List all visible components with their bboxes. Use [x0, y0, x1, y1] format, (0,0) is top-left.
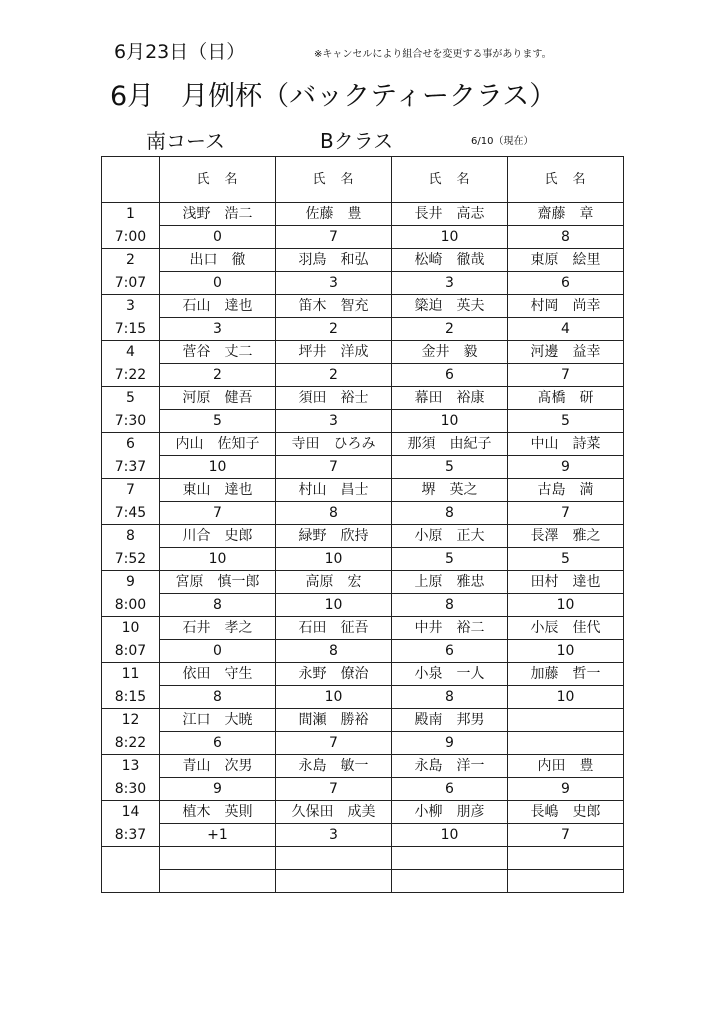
player-name: [508, 709, 624, 732]
tee-time: 7:00: [102, 226, 160, 249]
empty-cell: [102, 847, 160, 870]
group-handicap-row: [102, 732, 624, 755]
group-name-row: [102, 709, 624, 732]
player-name: 齋藤 章: [508, 203, 624, 226]
group-handicap-row: [102, 502, 624, 525]
group-number: 2: [102, 249, 160, 272]
player-name: 永島 洋一: [392, 755, 508, 778]
player-handicap: 0: [160, 640, 276, 663]
player-handicap: 10: [160, 548, 276, 571]
tee-time: 7:15: [102, 318, 160, 341]
player-handicap: 9: [508, 778, 624, 801]
player-name: 上原 雅忠: [392, 571, 508, 594]
player-name: 笛木 智充: [276, 295, 392, 318]
player-handicap: 6: [160, 732, 276, 755]
player-handicap: [508, 732, 624, 755]
player-handicap: 3: [276, 410, 392, 433]
player-handicap: 10: [508, 640, 624, 663]
group-name-row: [102, 295, 624, 318]
player-name: 永島 敏一: [276, 755, 392, 778]
player-handicap: 6: [508, 272, 624, 295]
empty-cell: [276, 870, 392, 893]
tee-time: 7:30: [102, 410, 160, 433]
player-handicap: 10: [508, 594, 624, 617]
group-number: 5: [102, 387, 160, 410]
column-header: 氏 名: [276, 157, 392, 203]
player-handicap: 7: [276, 456, 392, 479]
player-handicap: 10: [392, 226, 508, 249]
group-name-row: [102, 663, 624, 686]
empty-row: [102, 847, 624, 870]
cancellation-note: ※キャンセルにより組合せを変更する事があります。: [314, 49, 552, 60]
group-name-row: [102, 801, 624, 824]
tee-time: 8:30: [102, 778, 160, 801]
tee-time: 8:37: [102, 824, 160, 847]
group-number: 13: [102, 755, 160, 778]
group-name-row: [102, 525, 624, 548]
player-name: 羽鳥 和弘: [276, 249, 392, 272]
group-number: 12: [102, 709, 160, 732]
player-name: 堺 英之: [392, 479, 508, 502]
player-handicap: 10: [392, 410, 508, 433]
player-handicap: 2: [276, 364, 392, 387]
empty-cell: [392, 847, 508, 870]
player-handicap: 8: [392, 502, 508, 525]
tee-time: 7:52: [102, 548, 160, 571]
group-name-row: [102, 433, 624, 456]
player-name: 田村 達也: [508, 571, 624, 594]
player-name: 高原 宏: [276, 571, 392, 594]
player-handicap: 8: [392, 594, 508, 617]
tee-time: 7:45: [102, 502, 160, 525]
tee-time: 8:00: [102, 594, 160, 617]
as-of-date: 6/10（現在）: [471, 136, 534, 147]
player-handicap: 5: [508, 548, 624, 571]
player-handicap: 10: [276, 686, 392, 709]
player-name: 東原 絵里: [508, 249, 624, 272]
player-name: 小柳 朋彦: [392, 801, 508, 824]
player-name: 小辰 佳代: [508, 617, 624, 640]
player-handicap: 7: [508, 502, 624, 525]
player-name: 幕田 裕康: [392, 387, 508, 410]
player-handicap: 8: [160, 594, 276, 617]
player-name: 川合 史郎: [160, 525, 276, 548]
player-handicap: 8: [276, 502, 392, 525]
group-number: 7: [102, 479, 160, 502]
player-handicap: 0: [160, 226, 276, 249]
player-name: 長澤 雅之: [508, 525, 624, 548]
player-handicap: 7: [508, 824, 624, 847]
player-handicap: 6: [392, 364, 508, 387]
group-number: 6: [102, 433, 160, 456]
player-name: 長井 高志: [392, 203, 508, 226]
player-name: 河原 健吾: [160, 387, 276, 410]
table-header-row: [102, 157, 624, 203]
page-title: 6月 月例杯（バックティークラス）: [110, 81, 557, 112]
player-handicap: 2: [276, 318, 392, 341]
player-name: 坪井 洋成: [276, 341, 392, 364]
player-handicap: 10: [160, 456, 276, 479]
course-name: 南コース: [146, 129, 225, 153]
player-name: 永野 僚治: [276, 663, 392, 686]
player-name: 内山 佐知子: [160, 433, 276, 456]
player-name: 依田 守生: [160, 663, 276, 686]
player-handicap: 6: [392, 640, 508, 663]
player-name: 植木 英則: [160, 801, 276, 824]
player-name: 寺田 ひろみ: [276, 433, 392, 456]
player-name: 出口 徹: [160, 249, 276, 272]
player-name: 久保田 成美: [276, 801, 392, 824]
group-name-row: [102, 387, 624, 410]
tee-time: 7:07: [102, 272, 160, 295]
column-header: 氏 名: [392, 157, 508, 203]
group-name-row: [102, 341, 624, 364]
player-handicap: 7: [508, 364, 624, 387]
empty-cell: [508, 870, 624, 893]
group-number: 9: [102, 571, 160, 594]
group-number: 11: [102, 663, 160, 686]
column-header: 氏 名: [508, 157, 624, 203]
tee-schedule-table: [101, 156, 624, 893]
player-name: 簗迫 英夫: [392, 295, 508, 318]
tee-time: 7:37: [102, 456, 160, 479]
player-handicap: 5: [508, 410, 624, 433]
group-handicap-row: [102, 364, 624, 387]
player-handicap: 2: [160, 364, 276, 387]
group-name-row: [102, 755, 624, 778]
tee-time: 7:22: [102, 364, 160, 387]
player-name: 浅野 浩二: [160, 203, 276, 226]
empty-cell: [276, 847, 392, 870]
group-handicap-row: [102, 594, 624, 617]
player-name: 宮原 慎一郎: [160, 571, 276, 594]
player-handicap: 0: [160, 272, 276, 295]
player-name: 緑野 欣持: [276, 525, 392, 548]
group-handicap-row: [102, 686, 624, 709]
player-name: 加藤 哲一: [508, 663, 624, 686]
player-name: 石田 征吾: [276, 617, 392, 640]
group-handicap-row: [102, 410, 624, 433]
empty-cell: [392, 870, 508, 893]
player-handicap: 8: [508, 226, 624, 249]
player-name: 菅谷 丈二: [160, 341, 276, 364]
player-name: 東山 達也: [160, 479, 276, 502]
player-name: 松崎 徹哉: [392, 249, 508, 272]
group-number: 10: [102, 617, 160, 640]
group-handicap-row: [102, 548, 624, 571]
player-name: 長嶋 史郎: [508, 801, 624, 824]
player-handicap: 7: [276, 778, 392, 801]
player-handicap: 10: [508, 686, 624, 709]
player-name: 小原 正大: [392, 525, 508, 548]
player-handicap: 3: [160, 318, 276, 341]
player-name: 古島 満: [508, 479, 624, 502]
player-name: 中山 詩菜: [508, 433, 624, 456]
player-name: 村山 昌士: [276, 479, 392, 502]
group-number: 14: [102, 801, 160, 824]
player-name: 須田 裕士: [276, 387, 392, 410]
table-body: [102, 157, 624, 893]
group-handicap-row: [102, 226, 624, 249]
player-name: 石井 孝之: [160, 617, 276, 640]
player-handicap: 8: [160, 686, 276, 709]
group-number: 4: [102, 341, 160, 364]
player-handicap: 10: [276, 594, 392, 617]
player-handicap: +1: [160, 824, 276, 847]
player-handicap: 3: [276, 824, 392, 847]
player-name: 間瀬 勝裕: [276, 709, 392, 732]
group-name-row: [102, 479, 624, 502]
empty-cell: [160, 847, 276, 870]
player-handicap: 8: [392, 686, 508, 709]
group-handicap-row: [102, 640, 624, 663]
player-handicap: 3: [392, 272, 508, 295]
player-handicap: 10: [392, 824, 508, 847]
player-handicap: 9: [160, 778, 276, 801]
group-handicap-row: [102, 272, 624, 295]
group-name-row: [102, 571, 624, 594]
group-handicap-row: [102, 824, 624, 847]
player-name: 石山 達也: [160, 295, 276, 318]
empty-cell: [508, 847, 624, 870]
player-handicap: 6: [392, 778, 508, 801]
player-handicap: 8: [276, 640, 392, 663]
player-name: 那須 由紀子: [392, 433, 508, 456]
event-date: 6月23日（日）: [114, 41, 246, 63]
player-handicap: 7: [276, 732, 392, 755]
player-name: 青山 次男: [160, 755, 276, 778]
header-blank-cell: [102, 157, 160, 203]
player-handicap: 2: [392, 318, 508, 341]
player-name: 中井 裕二: [392, 617, 508, 640]
player-name: 髙橋 研: [508, 387, 624, 410]
player-handicap: 9: [508, 456, 624, 479]
group-name-row: [102, 249, 624, 272]
player-handicap: 3: [276, 272, 392, 295]
player-name: 江口 大暁: [160, 709, 276, 732]
column-header: 氏 名: [160, 157, 276, 203]
player-handicap: 7: [160, 502, 276, 525]
player-handicap: 7: [276, 226, 392, 249]
empty-cell: [160, 870, 276, 893]
player-name: 小泉 一人: [392, 663, 508, 686]
empty-cell: [102, 870, 160, 893]
tee-time: 8:15: [102, 686, 160, 709]
group-name-row: [102, 617, 624, 640]
player-handicap: 5: [392, 548, 508, 571]
group-number: 1: [102, 203, 160, 226]
player-name: 殿南 邦男: [392, 709, 508, 732]
player-name: 河邊 益幸: [508, 341, 624, 364]
group-number: 8: [102, 525, 160, 548]
class-name: Bクラス: [320, 129, 394, 153]
player-handicap: 4: [508, 318, 624, 341]
group-number: 3: [102, 295, 160, 318]
player-handicap: 9: [392, 732, 508, 755]
group-handicap-row: [102, 318, 624, 341]
player-name: 金井 毅: [392, 341, 508, 364]
player-name: 内田 豊: [508, 755, 624, 778]
group-handicap-row: [102, 778, 624, 801]
empty-row: [102, 870, 624, 893]
player-handicap: 10: [276, 548, 392, 571]
group-handicap-row: [102, 456, 624, 479]
player-name: 佐藤 豊: [276, 203, 392, 226]
player-handicap: 5: [392, 456, 508, 479]
tee-time: 8:07: [102, 640, 160, 663]
group-name-row: [102, 203, 624, 226]
tee-time: 8:22: [102, 732, 160, 755]
player-name: 村岡 尚幸: [508, 295, 624, 318]
player-handicap: 5: [160, 410, 276, 433]
